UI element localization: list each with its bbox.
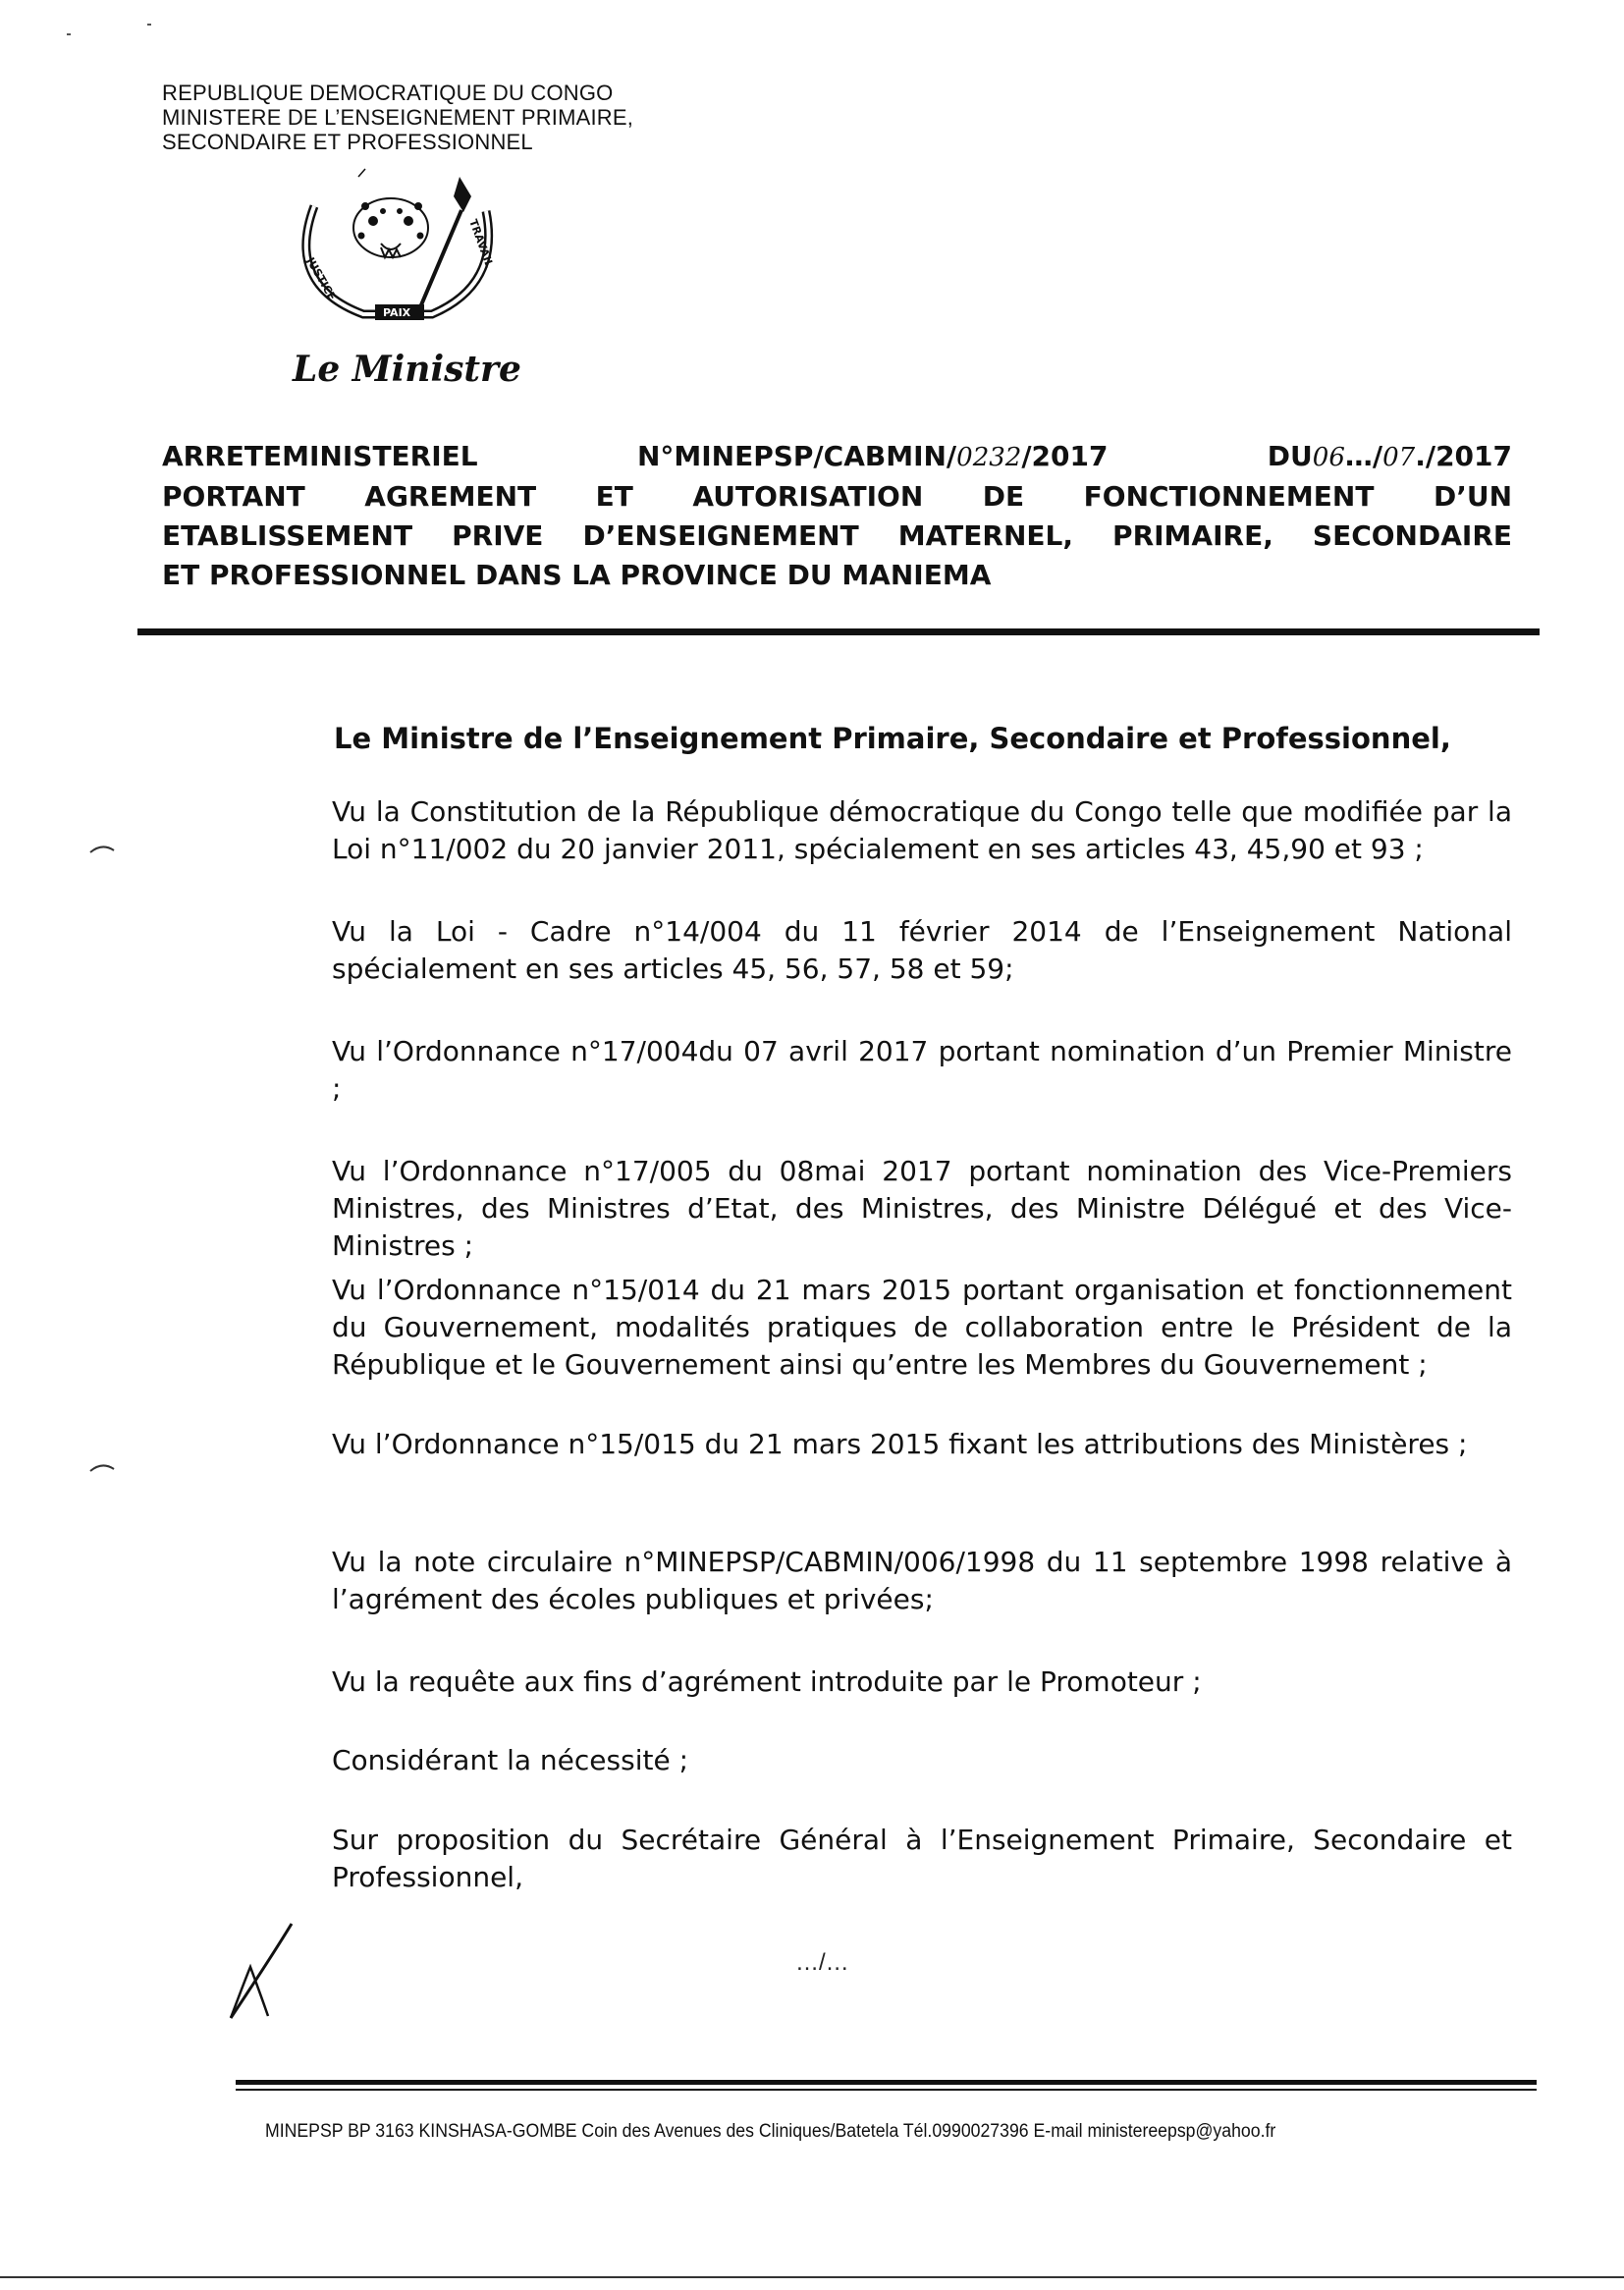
paragraph-ordonnance-ministres: Vu l’Ordonnance n°17/005 du 08mai 2017 portant nomination des Vice-Premiers Ministres, des Ministres d’Etat, des Ministres, des Ministre Délégué et des Vice-Ministres ; xyxy=(332,1155,1512,1262)
leopard-head-icon xyxy=(353,198,428,257)
decree-subject-line-1: PORTANT AGREMENT ET AUTORISATION DE FONCTIONNEMENT D’UN xyxy=(162,480,1512,513)
decree-subject-line-3: ET PROFESSIONNEL DANS LA PROVINCE DU MANIEMA xyxy=(162,559,992,591)
paragraph-ordonnance-attributions: Vu l’Ordonnance n°15/015 du 21 mars 2015 fixant les attributions des Ministères ; xyxy=(332,1428,1468,1460)
decree-type: ARRETEMINISTERIEL xyxy=(162,440,478,472)
preamble: Le Ministre de l’Enseignement Primaire, Secondaire et Professionnel, xyxy=(334,722,1451,755)
decree-number-handwritten: 0232 xyxy=(956,443,1022,472)
paragraph-proposition: Sur proposition du Secrétaire Général à l’Enseignement Primaire, Secondaire et Professionnel, xyxy=(332,1824,1512,1893)
margin-mark xyxy=(88,1461,116,1473)
decree-title xyxy=(162,437,1512,595)
ministry-header xyxy=(162,81,633,154)
page-bottom-edge xyxy=(0,2276,1624,2278)
scan-speck xyxy=(67,33,71,35)
handwritten-initials xyxy=(221,1920,309,2028)
footer-divider-thick xyxy=(236,2080,1537,2085)
emblem-word-justice: JUSTICE xyxy=(303,255,339,303)
paragraph-constitution: Vu la Constitution de la République démocratique du Congo telle que modifiée par la Loi n°11/002 du 20 janvier 2011, spécialement en ses articles 43, 45,90 et 93 ; xyxy=(332,795,1512,865)
header-republic: REPUBLIQUE DEMOCRATIQUE DU CONGO xyxy=(162,81,614,105)
header-ministry: MINISTERE DE L’ENSEIGNEMENT PRIMAIRE, xyxy=(162,105,634,130)
paragraph-ordonnance-premier-ministre: Vu l’Ordonnance n°17/004du 07 avril 2017 portant nomination d’un Premier Ministre ; xyxy=(332,1035,1512,1105)
paragraph-requete: Vu la requête aux fins d’agrément introduite par le Promoteur ; xyxy=(332,1665,1202,1698)
signature-title: Le Ministre xyxy=(293,349,521,390)
footer-divider-thin xyxy=(236,2089,1537,2091)
decree-reference-line xyxy=(162,437,1512,477)
emblem-word-travail: TRAVAIL xyxy=(466,217,496,270)
emblem-word-paix: PAIX xyxy=(383,306,411,319)
margin-mark xyxy=(88,843,116,854)
coat-of-arms-emblem xyxy=(275,167,520,334)
title-divider xyxy=(137,628,1540,635)
decree-subject-line-2: ETABLISSEMENT PRIVE D’ENSEIGNEMENT MATERNEL, PRIMAIRE, SECONDAIRE xyxy=(162,519,1512,552)
header-ministry-cont: SECONDAIRE ET PROFESSIONNEL xyxy=(162,130,533,154)
decree-month-handwritten: 07 xyxy=(1382,443,1416,472)
paragraph-ordonnance-gouvernement: Vu l’Ordonnance n°15/014 du 21 mars 2015 portant organisation et fonctionnement du Gouvernement, modalités pratiques de collaboration entre le Président de la République et le Gouvernement ainsi qu’entre les Membres du Gouvernement ; xyxy=(332,1274,1512,1381)
paragraph-loi-cadre: Vu la Loi - Cadre n°14/004 du 11 février 2014 de l’Enseignement National spécialement en ses articles 45, 56, 57, 58 et 59; xyxy=(332,915,1512,985)
decree-date: DU06…/07./2017 xyxy=(1267,440,1512,472)
paragraph-note-circulaire: Vu la note circulaire n°MINEPSP/CABMIN/006/1998 du 11 septembre 1998 relative à l’agrément des écoles publiques et privées; xyxy=(332,1546,1512,1615)
page-continuation-mark: …/… xyxy=(795,1949,849,1976)
decree-number: N°MINEPSP/CABMIN/0232/2017 xyxy=(636,440,1109,472)
scan-speck xyxy=(147,24,151,26)
paragraph-considerant: Considérant la nécessité ; xyxy=(332,1744,689,1776)
decree-day-handwritten: 06 xyxy=(1312,443,1345,472)
footer-address: MINEPSP BP 3163 KINSHASA-GOMBE Coin des Avenues des Cliniques/Batetela Tél.0990027396 E-mail ministereepsp@yahoo.fr xyxy=(265,2121,1276,2142)
